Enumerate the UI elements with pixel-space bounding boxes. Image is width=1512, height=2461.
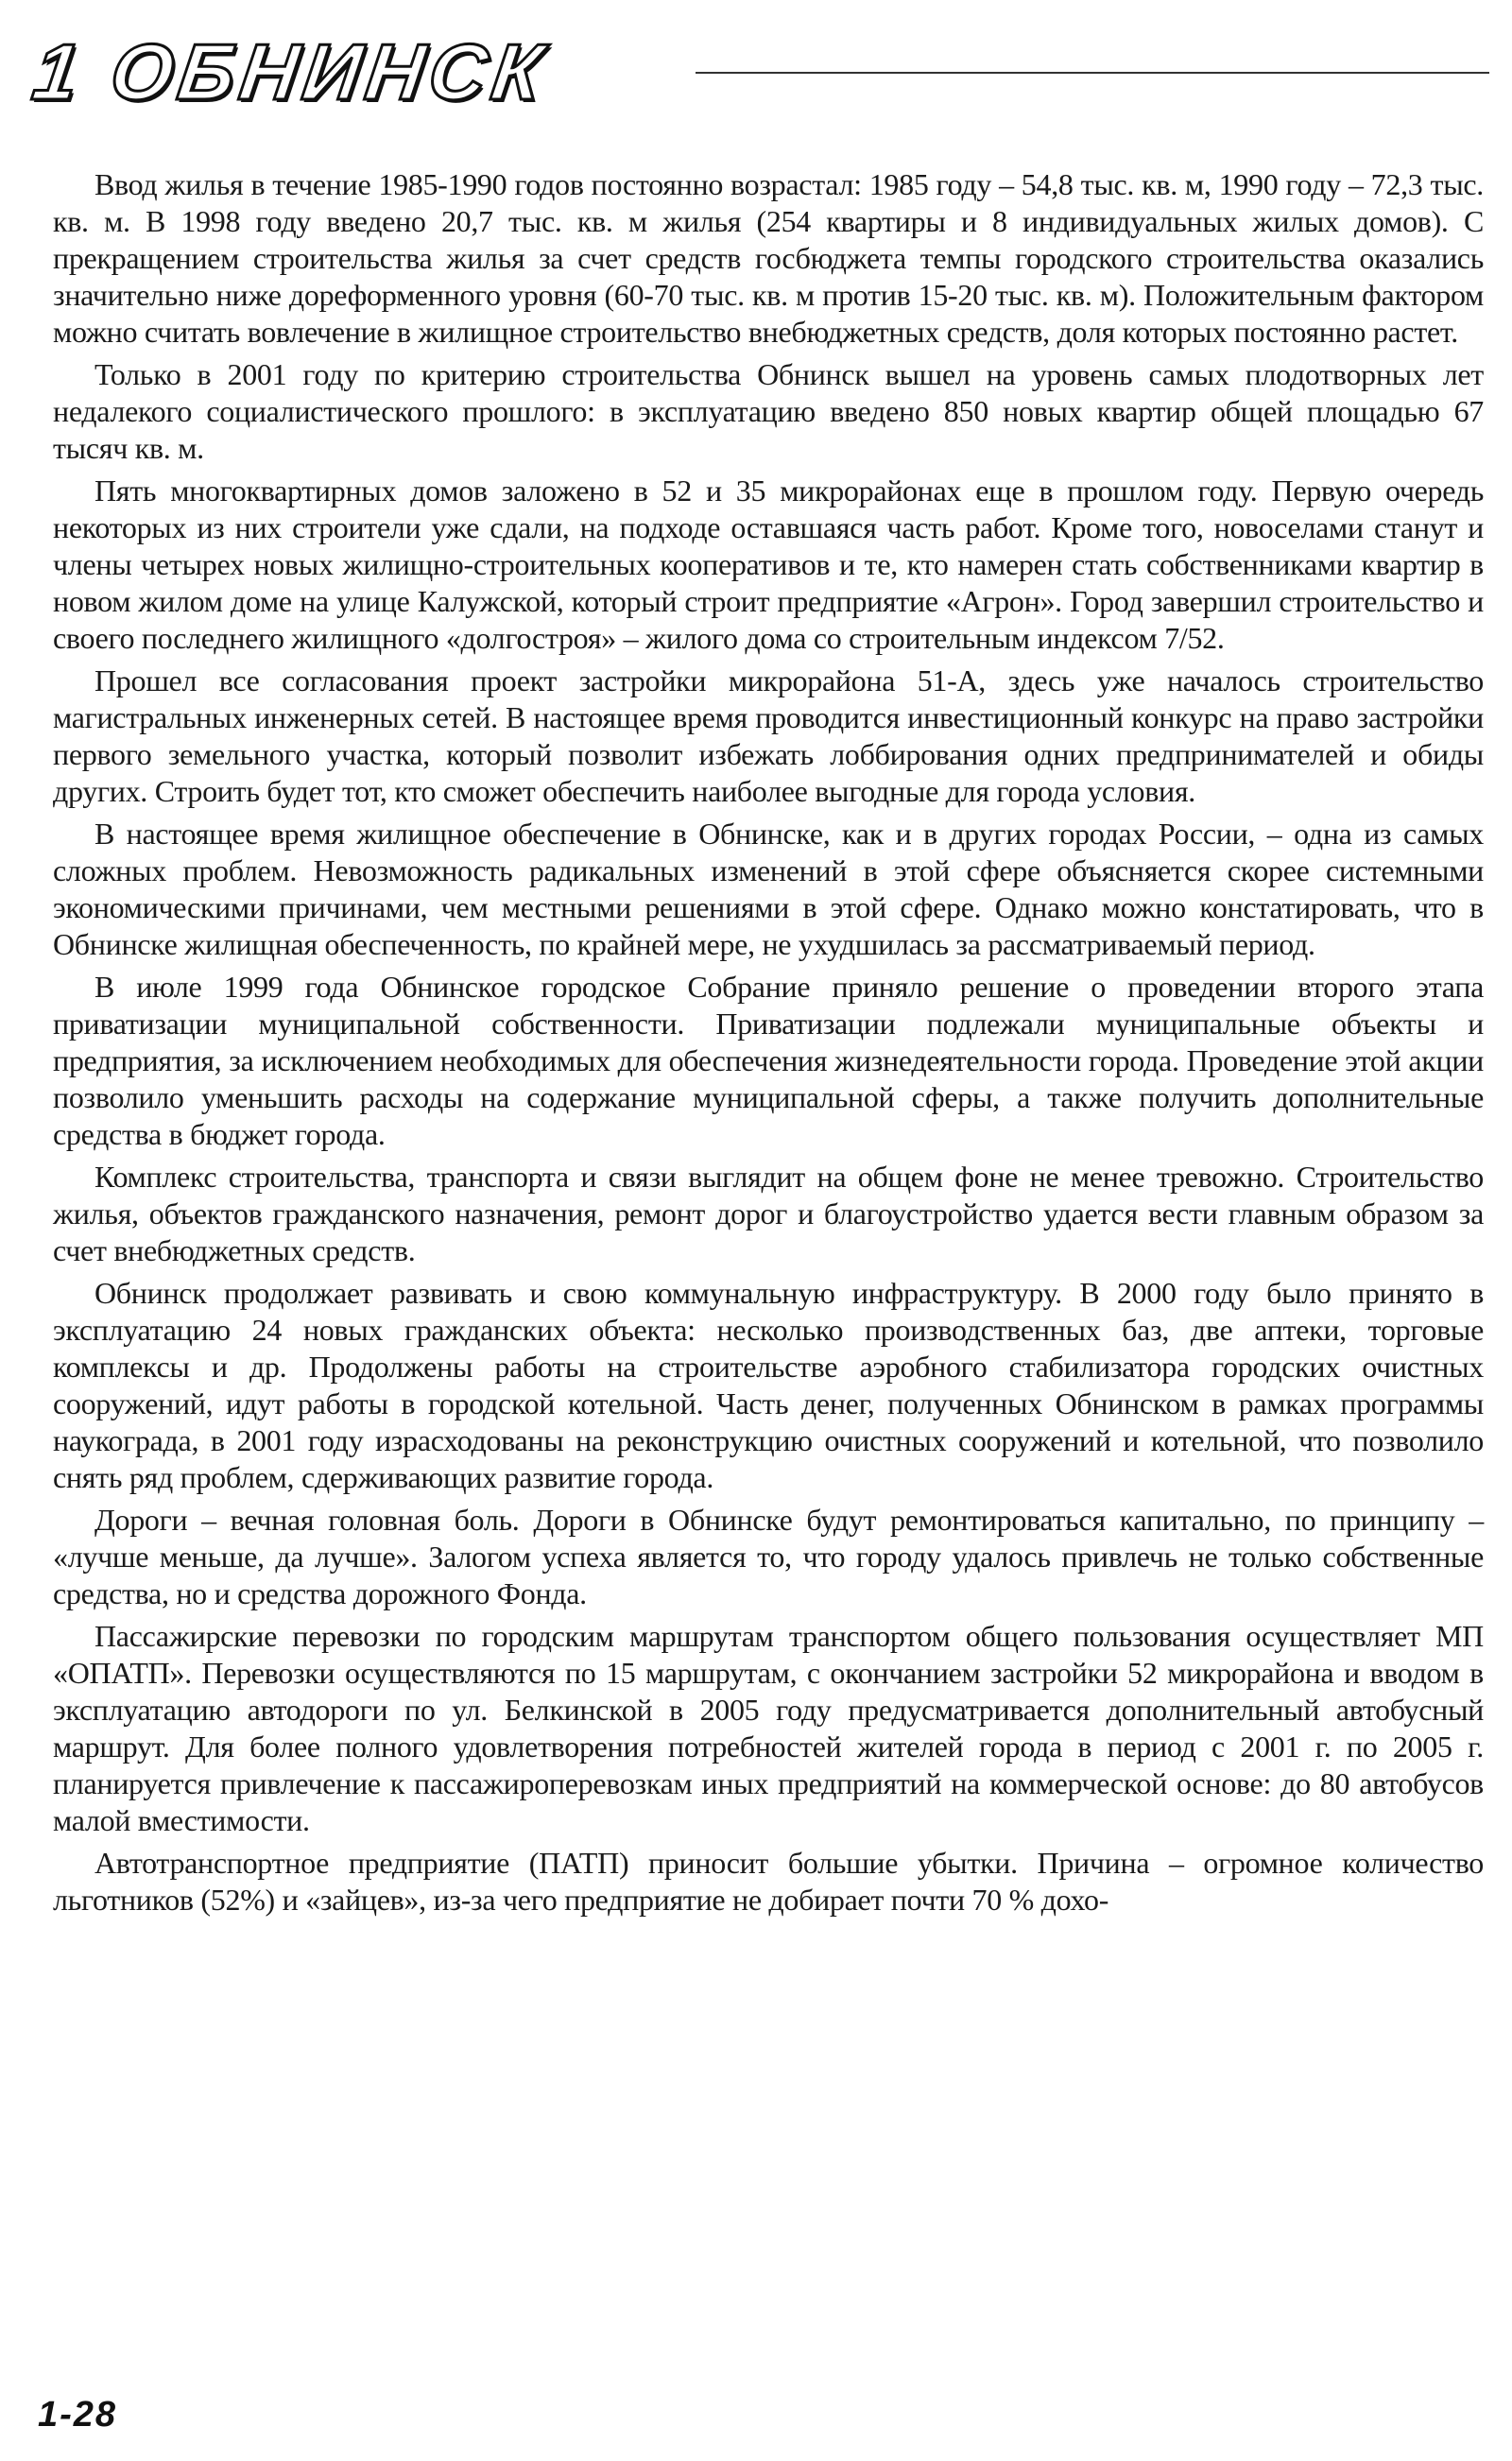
paragraph: Пассажирские перевозки по городским маршрутам транспортом общего пользования осуществляет МП «ОПАТП». Перевозки осуществляются по 15 маршрутам, с окончанием застройки 52 микрорайона и вводом в эксплуатацию автодороги по ул. Белкинской в 2005 году предусматривается дополнительный автобусный маршрут. Для более полного удовлетворения потребностей жителей города в период с 2001 г. по 2005 г. планируется привлечение к пассажироперевозкам иных предприятий на коммерческой основе: до 80 автобусов малой вместимости.	[53, 1619, 1484, 1837]
paragraph: Обнинск продолжает развивать и свою коммунальную инфраструктуру. В 2000 году было принято в эксплуатацию 24 новых гражданских объекта: несколько производственных баз, две аптеки, торговые комплексы и др. Продолжены работы на строительстве аэробного стабилизатора городских очистных сооружений, идут работы в городской котельной. Часть денег, полученных Обнинском в рамках программы наукограда, в 2001 году израсходованы на реконструкцию очистных сооружений и котельной, что позволило снять ряд проблем, сдерживающих развитие города.	[53, 1276, 1484, 1494]
paragraph: Комплекс строительства, транспорта и связи выглядит на общем фоне не менее тревожно. Строительство жилья, объектов гражданского назначения, ремонт дорог и благоустройство удается вести главным образом за счет внебюджетных средств.	[53, 1160, 1484, 1267]
page-number: 1-28	[38, 2395, 118, 2435]
paragraph: Прошел все согласования проект застройки микрорайона 51-А, здесь уже началось строительство магистральных инженерных сетей. В настоящее время проводится инвестиционный конкурс на право застройки первого земельного участка, который позволит избежать лоббирования одних предпринимателей и обиды других. Строить будет тот, кто сможет обеспечить наиболее выгодные для города условия.	[53, 663, 1484, 808]
paragraph: Дороги – вечная головная боль. Дороги в Обнинске будут ремонтироваться капитально, по принципу – «лучше меньше, да лучше». Залогом успеха является то, что городу удалось привлечь не только собственные средства, но и средства дорожного Фонда.	[53, 1503, 1484, 1610]
paragraph: Ввод жилья в течение 1985-1990 годов постоянно возрастал: 1985 году – 54,8 тыс. кв. м, 1990 году – 72,3 тыс. кв. м. В 1998 году введено 20,7 тыс. кв. м жилья (254 квартиры и 8 индивидуальных жилых домов). С прекращением строительства жилья за счет средств госбюджета темпы городского строительства оказались значительно ниже дореформенного уровня (60-70 тыс. кв. м против 15-20 тыс. кв. м). Положительным фактором можно считать вовлечение в жилищное строительство внебюджетных средств, доля которых постоянно растет.	[53, 167, 1484, 349]
header-divider	[696, 72, 1489, 74]
article-body	[53, 166, 1484, 1924]
chapter-title: 1 ОБНИНСК	[27, 27, 554, 116]
paragraph: Только в 2001 году по критерию строительства Обнинск вышел на уровень самых плодотворных лет недалекого социалистического прошлого: в эксплуатацию введено 850 новых квартир общей площадью 67 тысяч кв. м.	[53, 357, 1484, 465]
chapter-header	[27, 25, 1489, 119]
paragraph: В настоящее время жилищное обеспечение в Обнинске, как и в других городах России, – одна из самых сложных проблем. Невозможность радикальных изменений в этой сфере объясняется скорее системными экономическими причинами, чем местными решениями в этой сфере. Однако можно констатировать, что в Обнинске жилищная обеспеченность, по крайней мере, не ухудшилась за рассматриваемый период.	[53, 817, 1484, 961]
paragraph: Автотранспортное предприятие (ПАТП) приносит большие убытки. Причина – огромное количество льготников (52%) и «зайцев», из-за чего предприятие не добирает почти 70 % дохо-	[53, 1846, 1484, 1917]
paragraph: В июле 1999 года Обнинское городское Собрание приняло решение о проведении второго этапа приватизации муниципальной собственности. Приватизации подлежали муниципальные объекты и предприятия, за исключением необходимых для обеспечения жизнедеятельности города. Проведение этой акции позволило уменьшить расходы на содержание муниципальной сферы, а также получить дополнительные средства в бюджет города.	[53, 970, 1484, 1151]
paragraph: Пять многоквартирных домов заложено в 52 и 35 микрорайонах еще в прошлом году. Первую очередь некоторых из них строители уже сдали, на подходе оставшаяся часть работ. Кроме того, новоселами станут и члены четырех новых жилищно-строительных кооперативов и те, кто намерен стать собственниками квартир в новом жилом доме на улице Калужской, который строит предприятие «Агрон». Город завершил строительство и своего последнего жилищного «долгостроя» – жилого дома со строительным индексом 7/52.	[53, 473, 1484, 655]
